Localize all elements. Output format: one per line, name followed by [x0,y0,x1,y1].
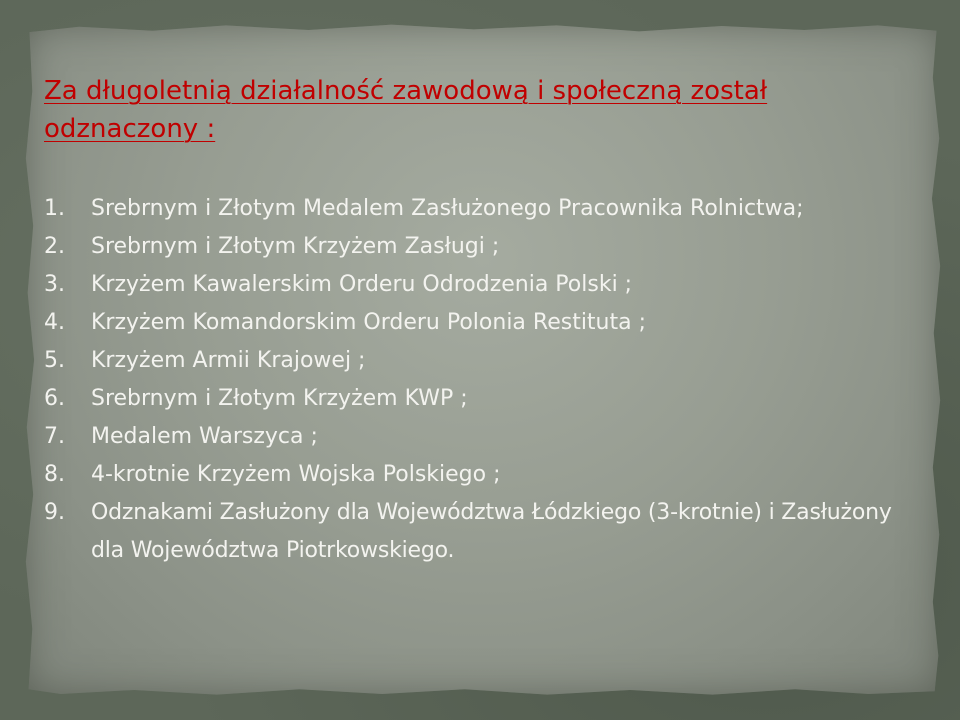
list-item [44,456,924,494]
list-item-text: Krzyżem Komandorskim Orderu Polonia Restituta ; [91,310,647,335]
awards-list [44,190,924,570]
list-item-number: 6. [44,386,65,411]
list-item [44,266,924,304]
list-item-text: Srebrnym i Złotym Krzyżem KWP ; [91,386,468,411]
list-item-number: 2. [44,234,65,259]
slide-content [44,72,924,570]
list-item-number: 4. [44,310,65,335]
list-item [44,494,924,570]
list-item [44,190,924,228]
list-item-text: Krzyżem Armii Krajowej ; [91,348,366,373]
list-item-text: Krzyżem Kawalerskim Orderu Odrodzenia Polski ; [91,272,633,297]
slide-heading: Za długoletnią działalność zawodową i społeczną został odznaczony : [44,76,768,144]
list-item-number: 3. [44,272,65,297]
list-item-number: 8. [44,462,65,487]
list-item-number: 1. [44,196,65,221]
list-item [44,342,924,380]
list-item-text: Medalem Warszyca ; [91,424,318,449]
list-item-number: 7. [44,424,65,449]
list-item [44,418,924,456]
list-item-text: Srebrnym i Złotym Medalem Zasłużonego Pracownika Rolnictwa; [91,196,804,221]
list-item-text: Odznakami Zasłużony dla Województwa Łódzkiego (3-krotnie) i Zasłużony dla Województwa Piotrkowskiego. [91,500,892,563]
list-item-text: Srebrnym i Złotym Krzyżem Zasługi ; [91,234,500,259]
list-item-number: 5. [44,348,65,373]
list-item [44,380,924,418]
list-item-text: 4-krotnie Krzyżem Wojska Polskiego ; [91,462,501,487]
list-item [44,228,924,266]
list-item [44,304,924,342]
list-item-number: 9. [44,500,65,525]
